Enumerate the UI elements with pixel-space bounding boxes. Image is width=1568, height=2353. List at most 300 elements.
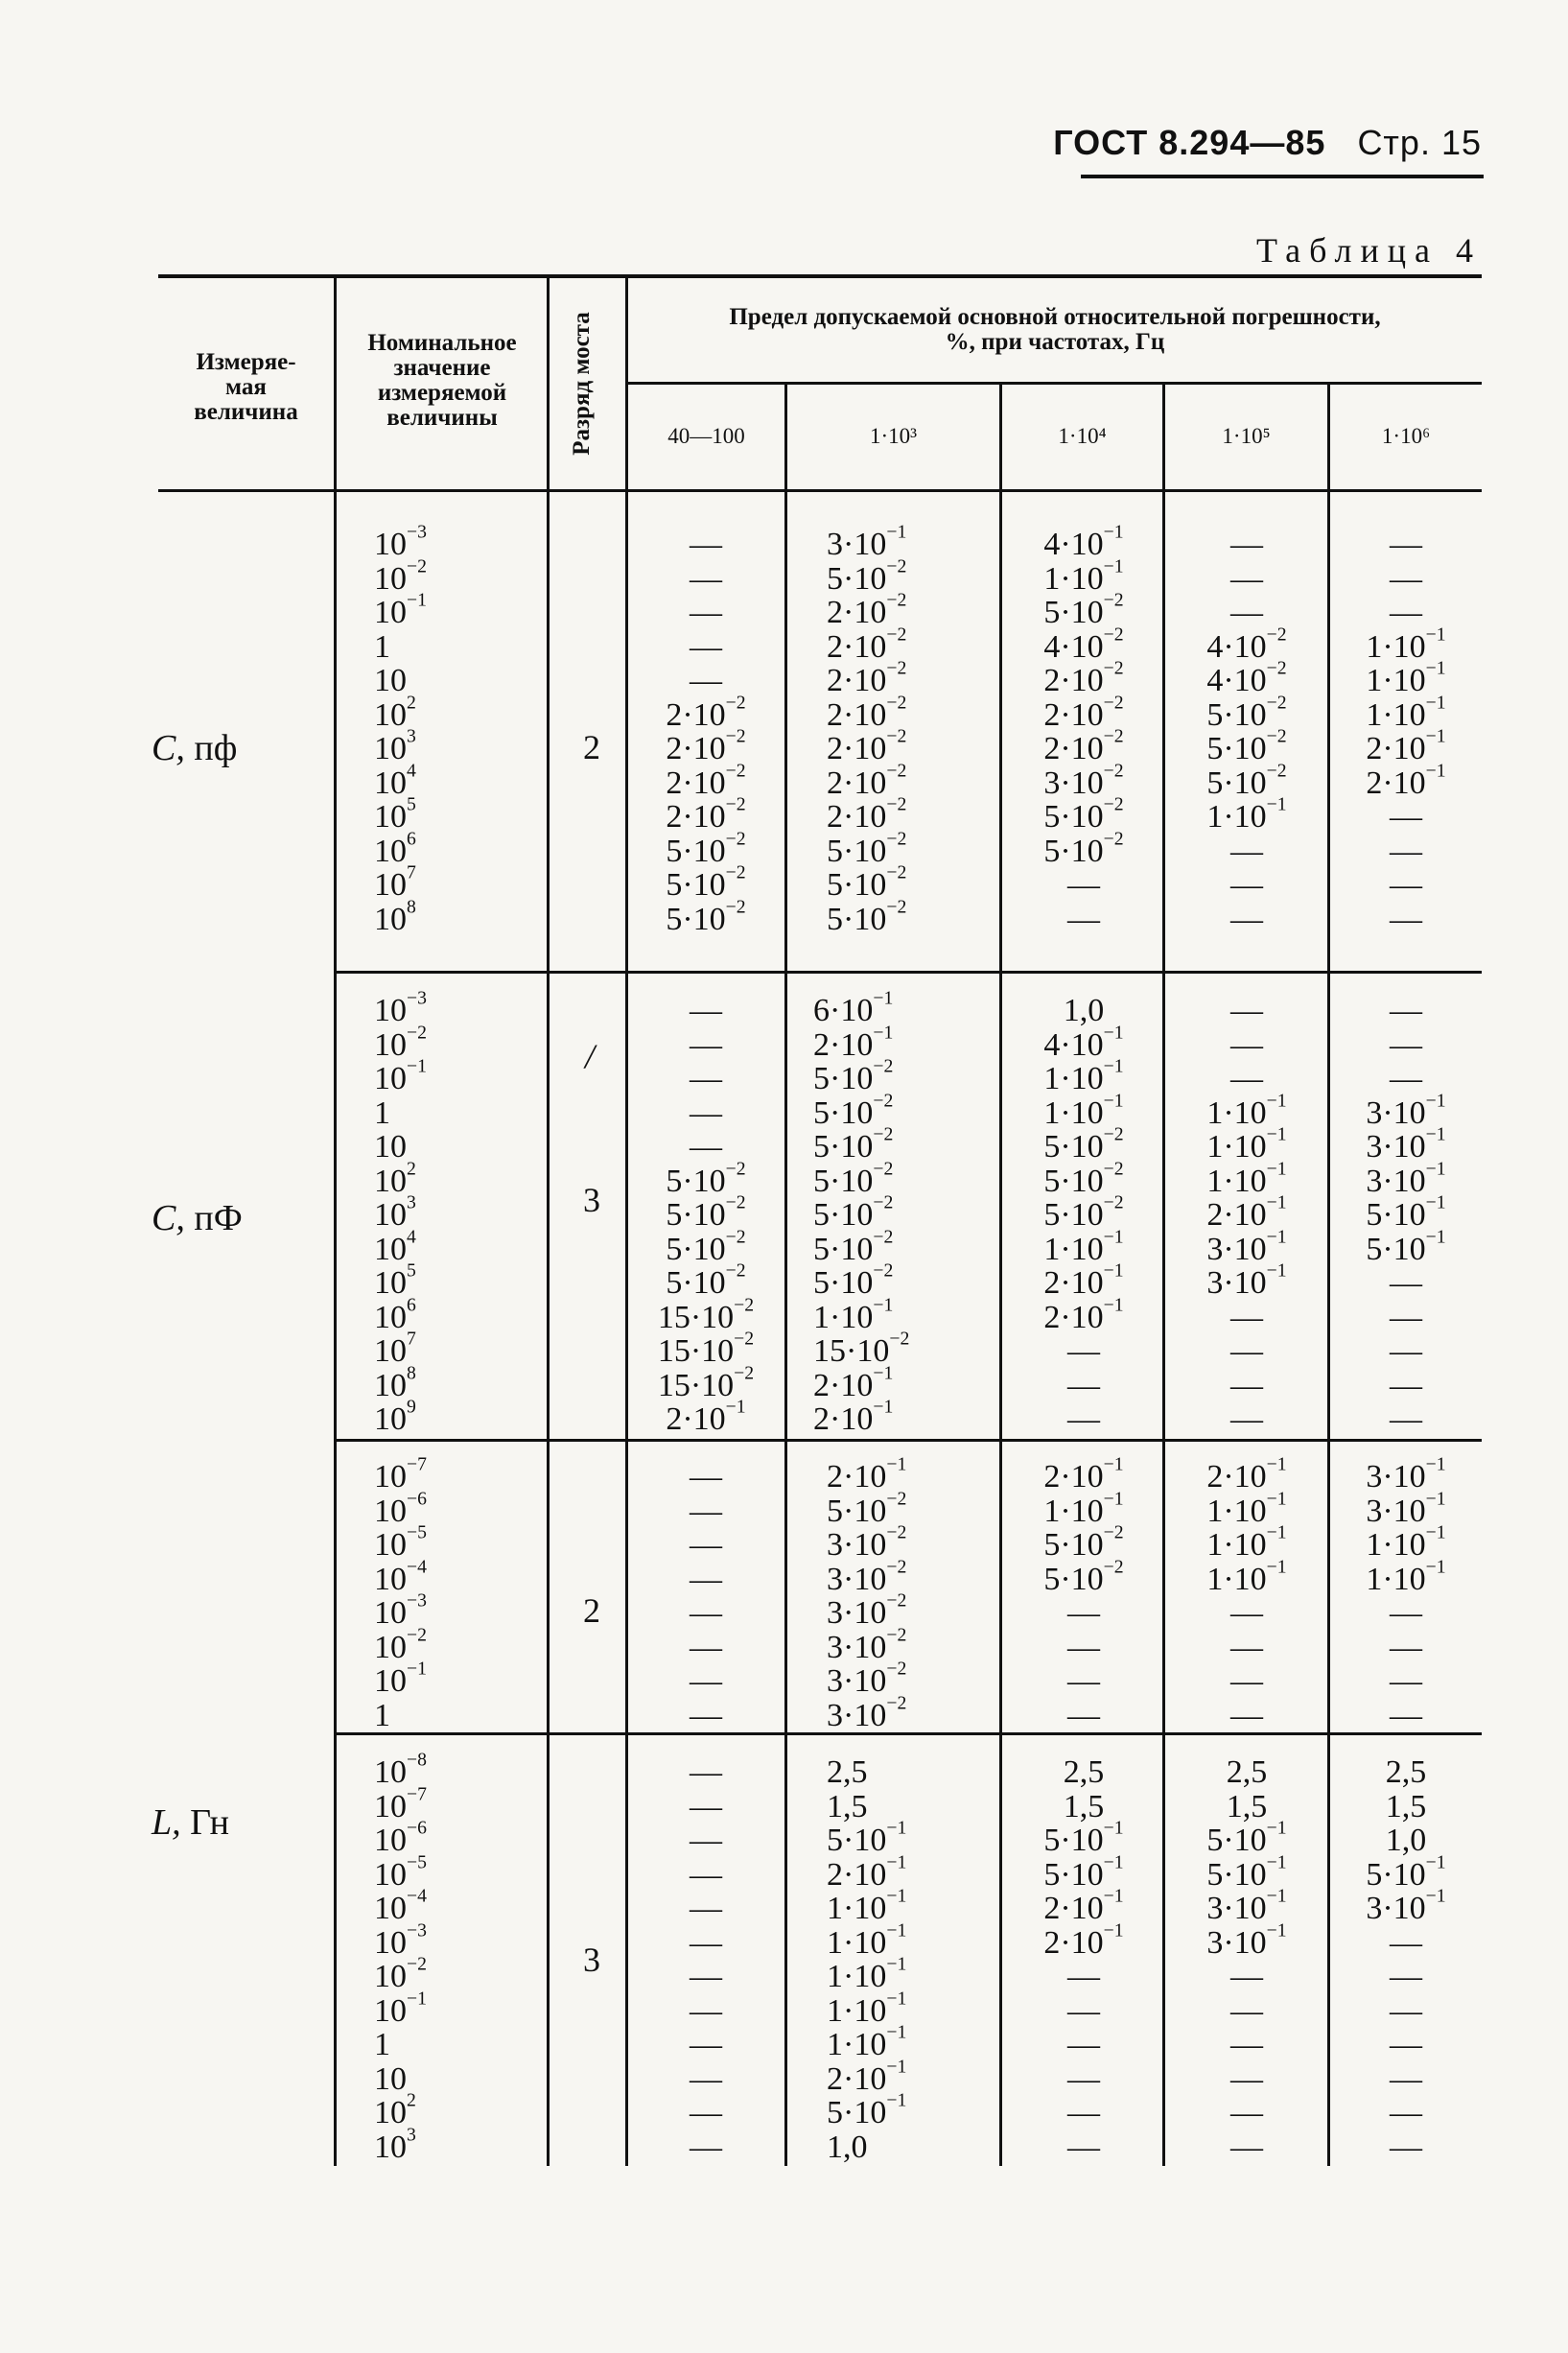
col-line-7 (1327, 382, 1330, 2166)
table-cell: — (690, 1788, 722, 1824)
table-cell: $2\cdot 10^{-2}$ (827, 691, 907, 733)
table-cell: $10^{-2}$ (374, 1021, 427, 1063)
table-cell: $2\cdot 10^{-2}$ (827, 623, 907, 665)
quantity-label-l-h (152, 1801, 229, 1844)
table-cell: $10^2$ (374, 2089, 416, 2130)
table-cell: $1\cdot 10^{-1}$ (1206, 1123, 1287, 1165)
table-cell: $10^{-3}$ (374, 987, 427, 1028)
table-cell: $5\cdot 10^{-2}$ (1043, 793, 1124, 835)
table-cell: $5\cdot 10^{-2}$ (827, 895, 907, 937)
table-cell: $2\cdot 10^{-1}$ (1043, 1885, 1124, 1926)
table-cell: $5\cdot 10^{-2}$ (666, 895, 746, 937)
table-cell: — (1230, 2027, 1263, 2062)
table-cell: $15\cdot 10^{-2}$ (657, 1328, 755, 1369)
table-cell: — (1390, 1663, 1422, 1699)
table-cell: — (1390, 1265, 1422, 1301)
table-cell: $10^4$ (374, 1225, 416, 1267)
header-error-line: Предел допускаемой основной относительной погрешности, (729, 304, 1381, 330)
table-cell: 1,5 (1063, 1788, 1105, 1824)
header-quantity-line: мая (225, 374, 267, 400)
table-top-rule (158, 274, 1482, 278)
table-cell: $5\cdot 10^{-2}$ (813, 1259, 894, 1301)
table-cell: $5\cdot 10^{-2}$ (666, 861, 746, 903)
table-cell: $1\cdot 10^{-1}$ (1366, 657, 1446, 698)
table-cell: $2\cdot 10^{-1}$ (827, 1453, 907, 1494)
table-cell: $2\cdot 10^{-2}$ (827, 589, 907, 630)
table-cell: $5\cdot 10^{-2}$ (813, 1157, 894, 1199)
table-cell: — (1230, 1992, 1263, 2029)
bridge-class-cell: 3 (583, 1941, 600, 1979)
table-cell: — (1230, 595, 1263, 630)
table-cell: $2\cdot 10^{-2}$ (827, 793, 907, 835)
table-cell: 10 (374, 2060, 407, 2097)
table-cell: $2\cdot 10^{-1}$ (1206, 1191, 1287, 1233)
table-cell: $5\cdot 10^{-2}$ (666, 1259, 746, 1301)
table-cell: $10^{-2}$ (374, 1953, 427, 1994)
table-cell: $5\cdot 10^{-2}$ (1206, 759, 1287, 801)
table-cell: $2\cdot 10^{-2}$ (827, 759, 907, 801)
table-cell: 2,5 (827, 1754, 868, 1790)
nominal-column (374, 1749, 427, 2165)
freq-1e4-column (1007, 521, 1160, 937)
table-cell: 2,5 (1063, 1754, 1105, 1790)
table-cell: 1 (374, 1094, 390, 1131)
table-cell: $5\cdot 10^{-1}$ (1366, 1225, 1446, 1267)
table-cell: $3\cdot 10^{-1}$ (1366, 1089, 1446, 1131)
table-cell: $1\cdot 10^{-1}$ (1043, 554, 1124, 597)
table-cell: $1\cdot 10^{-1}$ (827, 2021, 907, 2062)
freq-1e3-column (827, 1453, 907, 1733)
table-cell: — (1390, 560, 1422, 597)
table-cell: $5\cdot 10^{-2}$ (813, 1055, 894, 1096)
table-cell: — (690, 2129, 722, 2165)
table-cell: $2\cdot 10^{-2}$ (666, 691, 746, 733)
table-cell: $3\cdot 10^{-2}$ (827, 1555, 907, 1597)
table-cell: $2\cdot 10^{-1}$ (1043, 1259, 1124, 1301)
header-freq-1e5: 1·10⁵ (1222, 424, 1271, 448)
table-cell: $3\cdot 10^{-1}$ (1206, 1918, 1287, 1961)
table-cell: $5\cdot 10^{-2}$ (813, 1123, 894, 1165)
table-cell: $2\cdot 10^{-1}$ (813, 1021, 894, 1063)
table-cell: $3\cdot 10^{-2}$ (827, 1691, 907, 1733)
col-line-5 (999, 382, 1002, 2166)
table-cell: — (690, 1823, 722, 1858)
table-cell: — (1230, 1061, 1263, 1096)
table-cell: — (1390, 901, 1422, 937)
quantity-symbol: C, (152, 728, 185, 768)
table-cell: $1\cdot 10^{-1}$ (827, 1953, 907, 1994)
table-cell: — (1067, 1663, 1100, 1699)
quantity-unit: Гн (190, 1802, 229, 1843)
table-cell: $5\cdot 10^{-2}$ (1043, 1191, 1124, 1233)
nominal-column (374, 521, 427, 937)
freq-1e5-column (1168, 994, 1325, 1437)
frequency-header-rule (628, 382, 1482, 385)
table-cell: $10^{-2}$ (374, 554, 427, 597)
table-cell: — (690, 1527, 722, 1563)
table-cell: $5\cdot 10^{-2}$ (827, 554, 907, 597)
table-cell: — (1067, 2095, 1100, 2130)
table-cell: 1,0 (827, 2129, 868, 2165)
table-cell: — (1067, 1992, 1100, 2029)
table-cell: $4\cdot 10^{-2}$ (1043, 623, 1124, 665)
table-cell: $2\cdot 10^{-1}$ (1206, 1453, 1287, 1494)
table-cell: — (1390, 527, 1422, 562)
table-cell: $3\cdot 10^{-1}$ (1206, 1259, 1287, 1301)
freq-1e4-column (1007, 1453, 1160, 1733)
table-cell: $10^6$ (374, 1293, 416, 1335)
table-cell: $10^2$ (374, 1157, 416, 1199)
table-cell: $1\cdot 10^{-1}$ (1206, 1521, 1287, 1563)
table-cell: 2,5 (1226, 1754, 1268, 1790)
table-cell: — (690, 1754, 722, 1790)
table-cell: — (690, 527, 722, 562)
table-cell: — (1230, 833, 1263, 869)
table-cell: — (1390, 1697, 1422, 1733)
table-cell: $5\cdot 10^{-1}$ (1043, 1850, 1124, 1893)
table-cell: $10^{-6}$ (374, 1817, 427, 1858)
quantity-unit: пф (194, 728, 238, 768)
table-cell: — (690, 663, 722, 698)
table-cell: $5\cdot 10^{-2}$ (1043, 589, 1124, 630)
table-cell: $5\cdot 10^{-2}$ (1043, 1123, 1124, 1165)
freq-1e6-column (1331, 1453, 1481, 1733)
col-line-2 (547, 276, 550, 2166)
table-cell: — (690, 1629, 722, 1665)
table-cell: $5\cdot 10^{-2}$ (813, 1225, 894, 1267)
table-cell: — (690, 2027, 722, 2062)
table-cell: — (690, 1856, 722, 1893)
table-cell: 2,5 (1385, 1754, 1427, 1790)
header-nominal (338, 331, 547, 431)
page-header (1053, 123, 1482, 163)
table-cell: 1 (374, 628, 390, 665)
col-line-1 (334, 276, 337, 2166)
table-cell: $1\cdot 10^{-1}$ (1206, 1555, 1287, 1597)
table-cell: — (1390, 1959, 1422, 1994)
table-cell: — (1230, 1401, 1263, 1437)
freq-1e6-column (1331, 528, 1481, 936)
table-cell: — (690, 1697, 722, 1733)
table-cell: — (1390, 833, 1422, 869)
table-cell: $5\cdot 10^{-2}$ (1206, 725, 1287, 766)
table-cell: $5\cdot 10^{-2}$ (1043, 1157, 1124, 1199)
table-cell: $2\cdot 10^{-2}$ (1043, 725, 1124, 766)
table-cell: 1,5 (1385, 1788, 1427, 1824)
table-cell: — (690, 560, 722, 597)
table-cell: $10^{-5}$ (374, 1850, 427, 1893)
table-cell: — (1230, 1959, 1263, 1994)
table-cell: $2\cdot 10^{-1}$ (1043, 1453, 1124, 1494)
header-error-line: %, при частотах, Гц (945, 329, 1165, 355)
table-cell: $10^9$ (374, 1396, 416, 1437)
table-cell: $2\cdot 10^{-1}$ (827, 1850, 907, 1893)
table-cell: $10^{-1}$ (374, 1658, 427, 1699)
freq-1e4-column (1007, 994, 1160, 1437)
table-cell: $5\cdot 10^{-2}$ (1206, 691, 1287, 733)
table-cell: $10^{-1}$ (374, 1987, 427, 2029)
table-cell: $1\cdot 10^{-1}$ (813, 1293, 894, 1335)
table-cell: — (1230, 1629, 1263, 1665)
table-cell: — (1390, 799, 1422, 835)
table-cell: $1\cdot 10^{-1}$ (827, 1987, 907, 2029)
table-cell: $10^8$ (374, 1361, 416, 1403)
table-cell: 1,0 (1063, 993, 1105, 1028)
table-cell: — (1390, 2129, 1422, 2165)
quantity-label-c-pf (152, 727, 237, 769)
table-cell: $1\cdot 10^{-1}$ (827, 1885, 907, 1926)
table-cell: $15\cdot 10^{-2}$ (657, 1361, 755, 1403)
table-cell: $10^{-8}$ (374, 1749, 427, 1790)
table-cell: $10^7$ (374, 1328, 416, 1369)
table-cell: — (1067, 1629, 1100, 1665)
table-cell: $10^{-4}$ (374, 1555, 427, 1597)
table-cell: $1\cdot 10^{-1}$ (1366, 1555, 1446, 1597)
table-cell: — (690, 628, 722, 665)
header-freq-40-100: 40—100 (667, 424, 745, 448)
table-cell: $1\cdot 10^{-1}$ (1366, 691, 1446, 733)
table-cell: $2\cdot 10^{-2}$ (827, 725, 907, 766)
table-cell: $5\cdot 10^{-1}$ (1206, 1817, 1287, 1858)
table-cell: — (690, 1026, 722, 1063)
table-cell: $15\cdot 10^{-2}$ (813, 1328, 910, 1369)
table-cell: — (690, 993, 722, 1028)
table-cell: — (690, 1129, 722, 1165)
table-cell: — (1390, 1992, 1422, 2029)
block-rule-3 (336, 1732, 1482, 1735)
table-cell: $2\cdot 10^{-2}$ (666, 793, 746, 835)
table-cell: — (1390, 1595, 1422, 1631)
nominal-column (374, 1453, 427, 1733)
margin-mark: / (584, 1037, 595, 1075)
table-cell: — (1230, 560, 1263, 597)
table-cell: — (1230, 527, 1263, 562)
table-cell: 1,5 (827, 1788, 868, 1824)
table-cell: $5\cdot 10^{-2}$ (827, 861, 907, 903)
table-cell: $10^2$ (374, 691, 416, 733)
freq-1e3-column (813, 987, 910, 1437)
table-cell: $1\cdot 10^{-1}$ (1366, 1521, 1446, 1563)
table-cell: $5\cdot 10^{-2}$ (813, 1191, 894, 1233)
table-cell: $10^{-1}$ (374, 589, 427, 630)
header-quantity (158, 350, 334, 425)
table-cell: $2\cdot 10^{-1}$ (1366, 725, 1446, 766)
table-cell: $5\cdot 10^{-2}$ (827, 1487, 907, 1529)
table-cell: $10^{-1}$ (374, 1055, 427, 1096)
freq-1e5-column (1168, 1453, 1325, 1733)
table-cell: $2\cdot 10^{-1}$ (813, 1396, 894, 1437)
table-cell: — (1390, 1061, 1422, 1096)
table-cell: $10^{-6}$ (374, 1487, 427, 1529)
block-rule-2 (336, 1439, 1482, 1442)
table-cell: — (1390, 867, 1422, 903)
table-cell: $1\cdot 10^{-1}$ (827, 1918, 907, 1961)
table-cell: — (1230, 1333, 1263, 1369)
table-cell: — (1067, 1697, 1100, 1733)
table-cell: $10^3$ (374, 2123, 416, 2165)
table-cell: — (690, 2095, 722, 2130)
table-cell: — (1230, 867, 1263, 903)
table-cell: $5\cdot 10^{-1}$ (1206, 1850, 1287, 1893)
table-cell: $10^5$ (374, 793, 416, 835)
table-cell: $3\cdot 10^{-2}$ (827, 1589, 907, 1631)
table-cell: — (1230, 1299, 1263, 1335)
header-freq-1e4: 1·10⁴ (1058, 424, 1107, 448)
table-cell: — (1230, 2095, 1263, 2130)
table-cell: $1\cdot 10^{-1}$ (1043, 1225, 1124, 1267)
table-cell: $5\cdot 10^{-2}$ (666, 1157, 746, 1199)
col-line-6 (1162, 382, 1165, 2166)
table-cell: — (690, 1561, 722, 1597)
table-cell: 1 (374, 1697, 390, 1733)
table-cell: $3\cdot 10^{-1}$ (1206, 1885, 1287, 1926)
table-cell: $2\cdot 10^{-2}$ (1043, 691, 1124, 733)
table-cell: — (690, 1459, 722, 1494)
table-cell: $10^{-2}$ (374, 1623, 427, 1665)
table-cell: — (1390, 1629, 1422, 1665)
table-cell: $3\cdot 10^{-1}$ (1366, 1487, 1446, 1529)
header-nominal-line: Номинальное (367, 330, 517, 356)
table-cell: $10^{-3}$ (374, 521, 427, 562)
header-quantity-line: величина (194, 399, 298, 425)
table-cell: $10^3$ (374, 725, 416, 766)
table-cell: — (1390, 1924, 1422, 1961)
bridge-class-cell: 2 (583, 1591, 600, 1630)
freq-1e6-column (1331, 994, 1481, 1437)
col-line-3 (625, 276, 628, 2166)
table-cell: $2\cdot 10^{-2}$ (666, 759, 746, 801)
table-cell: $3\cdot 10^{-1}$ (1206, 1225, 1287, 1267)
table-cell: 10 (374, 663, 407, 698)
table-cell: $5\cdot 10^{-2}$ (827, 827, 907, 869)
table-cell: $10^{-3}$ (374, 1918, 427, 1961)
table-cell: — (690, 1891, 722, 1926)
table-cell: $4\cdot 10^{-2}$ (1206, 623, 1287, 665)
table-caption: Таблица 4 (1256, 231, 1482, 270)
table-cell: — (1067, 2027, 1100, 2062)
table-cell: $15\cdot 10^{-2}$ (657, 1293, 755, 1335)
header-rule (1081, 175, 1484, 178)
standard-number: ГОСТ 8.294—85 (1053, 123, 1326, 162)
table-cell: — (1390, 1333, 1422, 1369)
table-cell: $4\cdot 10^{-1}$ (1043, 1021, 1124, 1063)
table-cell: — (1390, 595, 1422, 630)
table-cell: $1\cdot 10^{-1}$ (1206, 793, 1287, 835)
freq-1e5-column (1168, 1755, 1325, 2164)
table-cell: $2\cdot 10^{-2}$ (827, 657, 907, 698)
table-cell: $2\cdot 10^{-1}$ (827, 2055, 907, 2097)
table-cell: $3\cdot 10^{-1}$ (827, 521, 907, 562)
table-cell: $4\cdot 10^{-1}$ (1043, 521, 1124, 562)
table-cell: $1\cdot 10^{-1}$ (1043, 1089, 1124, 1131)
table-cell: $10^{-4}$ (374, 1885, 427, 1926)
table-cell: $2\cdot 10^{-1}$ (1043, 1293, 1124, 1335)
table-cell: — (1230, 901, 1263, 937)
table-cell: — (1067, 1595, 1100, 1631)
table-cell: $2\cdot 10^{-2}$ (666, 725, 746, 766)
table-cell: — (1230, 993, 1263, 1028)
table-cell: $10^6$ (374, 827, 416, 869)
table-cell: — (1390, 1367, 1422, 1403)
table-cell: $5\cdot 10^{-1}$ (1366, 1850, 1446, 1893)
table-cell: $3\cdot 10^{-1}$ (1366, 1157, 1446, 1199)
table-cell: $10^5$ (374, 1259, 416, 1301)
table-cell: — (1067, 2129, 1100, 2165)
table-cell: $1\cdot 10^{-1}$ (1366, 623, 1446, 665)
header-error-limit (628, 305, 1482, 355)
table-cell: — (1230, 2060, 1263, 2097)
table-cell: $2\cdot 10^{-1}$ (1043, 1918, 1124, 1961)
table-cell: $2\cdot 10^{-2}$ (1043, 657, 1124, 698)
table-cell: $5\cdot 10^{-2}$ (1043, 1521, 1124, 1563)
table-cell: $1\cdot 10^{-1}$ (1206, 1157, 1287, 1199)
table-cell: — (690, 1663, 722, 1699)
freq-40-100-column (629, 994, 783, 1437)
table-cell: $2\cdot 10^{-1}$ (666, 1396, 746, 1437)
table-cell: — (1067, 867, 1100, 903)
col-line-4 (784, 382, 787, 2166)
table-cell: — (1390, 993, 1422, 1028)
table-cell: — (690, 1992, 722, 2029)
table-cell: — (1390, 1026, 1422, 1063)
table-cell: $3\cdot 10^{-2}$ (827, 1521, 907, 1563)
table-cell: $5\cdot 10^{-2}$ (813, 1089, 894, 1131)
table-cell: $1\cdot 10^{-1}$ (1206, 1089, 1287, 1131)
header-nominal-line: значение (393, 355, 491, 381)
table-cell: 1,0 (1385, 1823, 1427, 1858)
table-cell: — (1230, 1026, 1263, 1063)
table-cell: $3\cdot 10^{-2}$ (827, 1658, 907, 1699)
table-cell: $3\cdot 10^{-1}$ (1366, 1123, 1446, 1165)
table-cell: — (1390, 1401, 1422, 1437)
table-cell: — (1390, 2027, 1422, 2062)
table-cell: $4\cdot 10^{-2}$ (1206, 657, 1287, 698)
table-cell: $5\cdot 10^{-2}$ (666, 1191, 746, 1233)
bridge-class-cell: 2 (583, 728, 600, 766)
header-bridge-class: Разряд моста (569, 312, 595, 456)
table-cell: $1\cdot 10^{-1}$ (1043, 1055, 1124, 1096)
table-cell: $5\cdot 10^{-1}$ (1366, 1191, 1446, 1233)
header-freq-1e3: 1·10³ (869, 424, 918, 448)
table-cell: — (1067, 1333, 1100, 1369)
bridge-class-cell: 3 (583, 1181, 600, 1219)
table-cell: $1\cdot 10^{-1}$ (1206, 1487, 1287, 1529)
table-cell: — (690, 595, 722, 630)
table-cell: — (690, 2060, 722, 2097)
table-cell: — (1390, 2095, 1422, 2130)
table-cell: $5\cdot 10^{-2}$ (666, 827, 746, 869)
table-cell: $3\cdot 10^{-2}$ (1043, 759, 1124, 801)
table-cell: — (690, 1595, 722, 1631)
table-cell: $5\cdot 10^{-2}$ (1043, 827, 1124, 869)
table-cell: $10^{-3}$ (374, 1589, 427, 1631)
table-cell: $10^3$ (374, 1191, 416, 1233)
freq-1e3-column (827, 1755, 906, 2164)
nominal-column (374, 987, 427, 1437)
freq-1e4-column (1007, 1755, 1160, 2164)
header-freq-1e6: 1·10⁶ (1381, 424, 1431, 448)
table-cell: — (1230, 1663, 1263, 1699)
table-cell: — (1067, 2060, 1100, 2097)
table-cell: $10^8$ (374, 895, 416, 937)
table-cell: — (690, 1959, 722, 1994)
table-cell: — (690, 1094, 722, 1131)
header-quantity-line: Измеряе- (196, 349, 296, 375)
quantity-unit: пФ (194, 1198, 243, 1238)
table-cell: $3\cdot 10^{-1}$ (1366, 1453, 1446, 1494)
table-cell: 1,5 (1226, 1788, 1268, 1824)
freq-1e6-column (1331, 1755, 1481, 2164)
